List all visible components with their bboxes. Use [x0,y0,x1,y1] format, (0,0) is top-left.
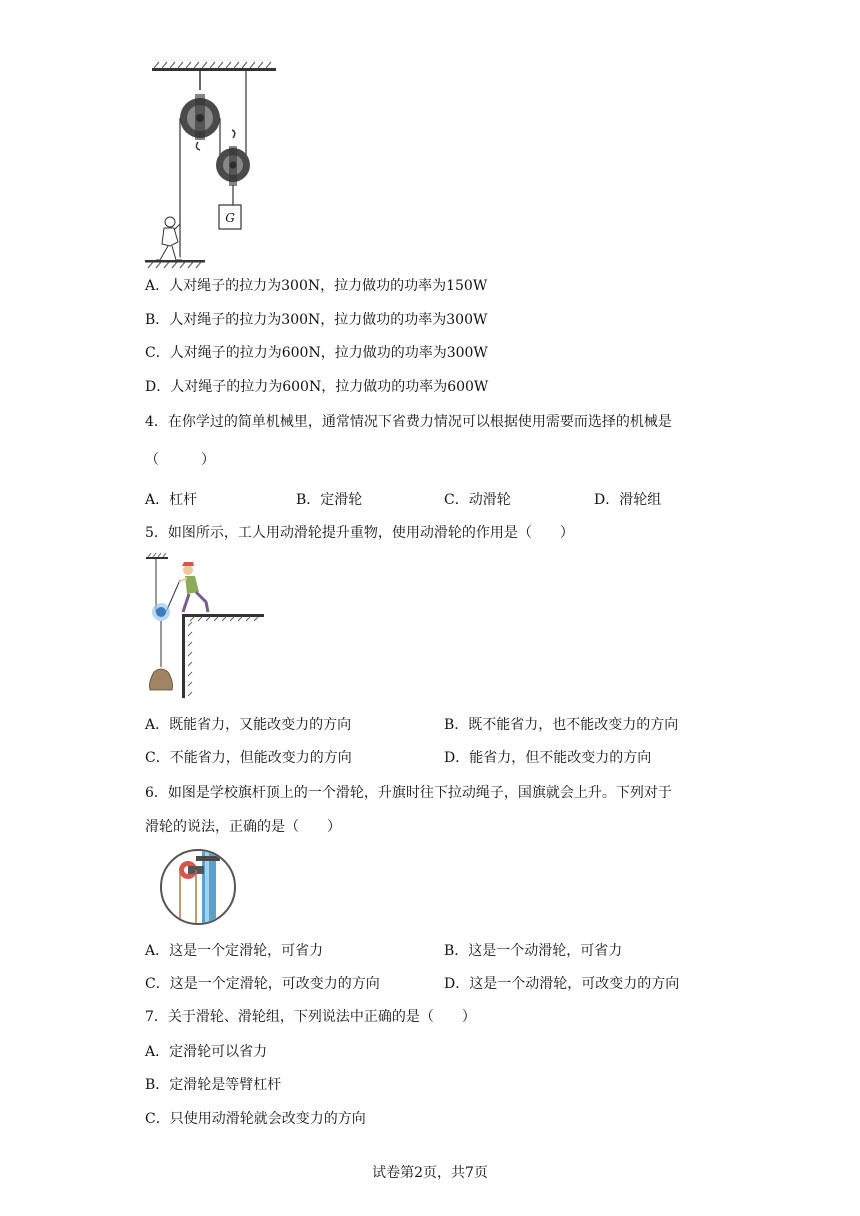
q3-option-c: C．人对绳子的拉力为600N，拉力做功的功率为300W [145,345,488,361]
q4-option-c: C．动滑轮 [444,492,511,508]
q7-stem: 7．关于滑轮、滑轮组，下列说法中正确的是（ ） [145,1009,476,1025]
weight-label: G [225,211,235,225]
q5-option-d: D．能省力，但不能改变力的方向 [444,750,652,766]
q5-option-a: A．既能省力，又能改变力的方向 [145,717,352,733]
q3-option-a: A．人对绳子的拉力为300N，拉力做功的功率为150W [145,278,488,294]
q3-option-b: B．人对绳子的拉力为300N，拉力做功的功率为300W [145,312,488,328]
q6-option-c: C．这是一个定滑轮，可改变力的方向 [145,976,380,992]
q5-stem: 5．如图所示，工人用动滑轮提升重物，使用动滑轮的作用是（ ） [145,525,574,541]
q3-option-d: D．人对绳子的拉力为600N，拉力做功的功率为600W [145,379,489,395]
q6-stem-line2: 滑轮的说法，正确的是（ ） [145,819,341,835]
worker-pulley-figure [144,552,270,700]
q6-option-b: B．这是一个动滑轮，可省力 [444,943,623,959]
flagpole-pulley-figure [156,848,242,926]
q6-option-d: D．这是一个动滑轮，可改变力的方向 [444,976,680,992]
q4-option-a: A．杠杆 [145,492,198,508]
q7-option-a: A．定滑轮可以省力 [145,1044,268,1060]
q4-option-b: B．定滑轮 [296,492,363,508]
q6-option-a: A．这是一个定滑轮，可省力 [145,943,324,959]
page-footer: 试卷第2页，共7页 [372,1165,488,1181]
q7-option-b: B．定滑轮是等臂杠杆 [145,1077,282,1093]
pulley-system-figure [140,60,285,270]
q5-option-b: B．既不能省力，也不能改变力的方向 [444,717,679,733]
q6-stem-line1: 6．如图是学校旗杆顶上的一个滑轮，升旗时往下拉动绳子，国旗就会上升。下列对于 [145,785,672,801]
q4-stem-line2: （ ） [145,452,215,468]
q7-option-c: C．只使用动滑轮就会改变力的方向 [145,1111,366,1127]
q5-option-c: C．不能省力，但能改变力的方向 [145,750,352,766]
q4-stem-line1: 4．在你学过的简单机械里，通常情况下省费力情况可以根据使用需要而选择的机械是 [145,414,672,430]
q4-option-d: D．滑轮组 [594,492,662,508]
